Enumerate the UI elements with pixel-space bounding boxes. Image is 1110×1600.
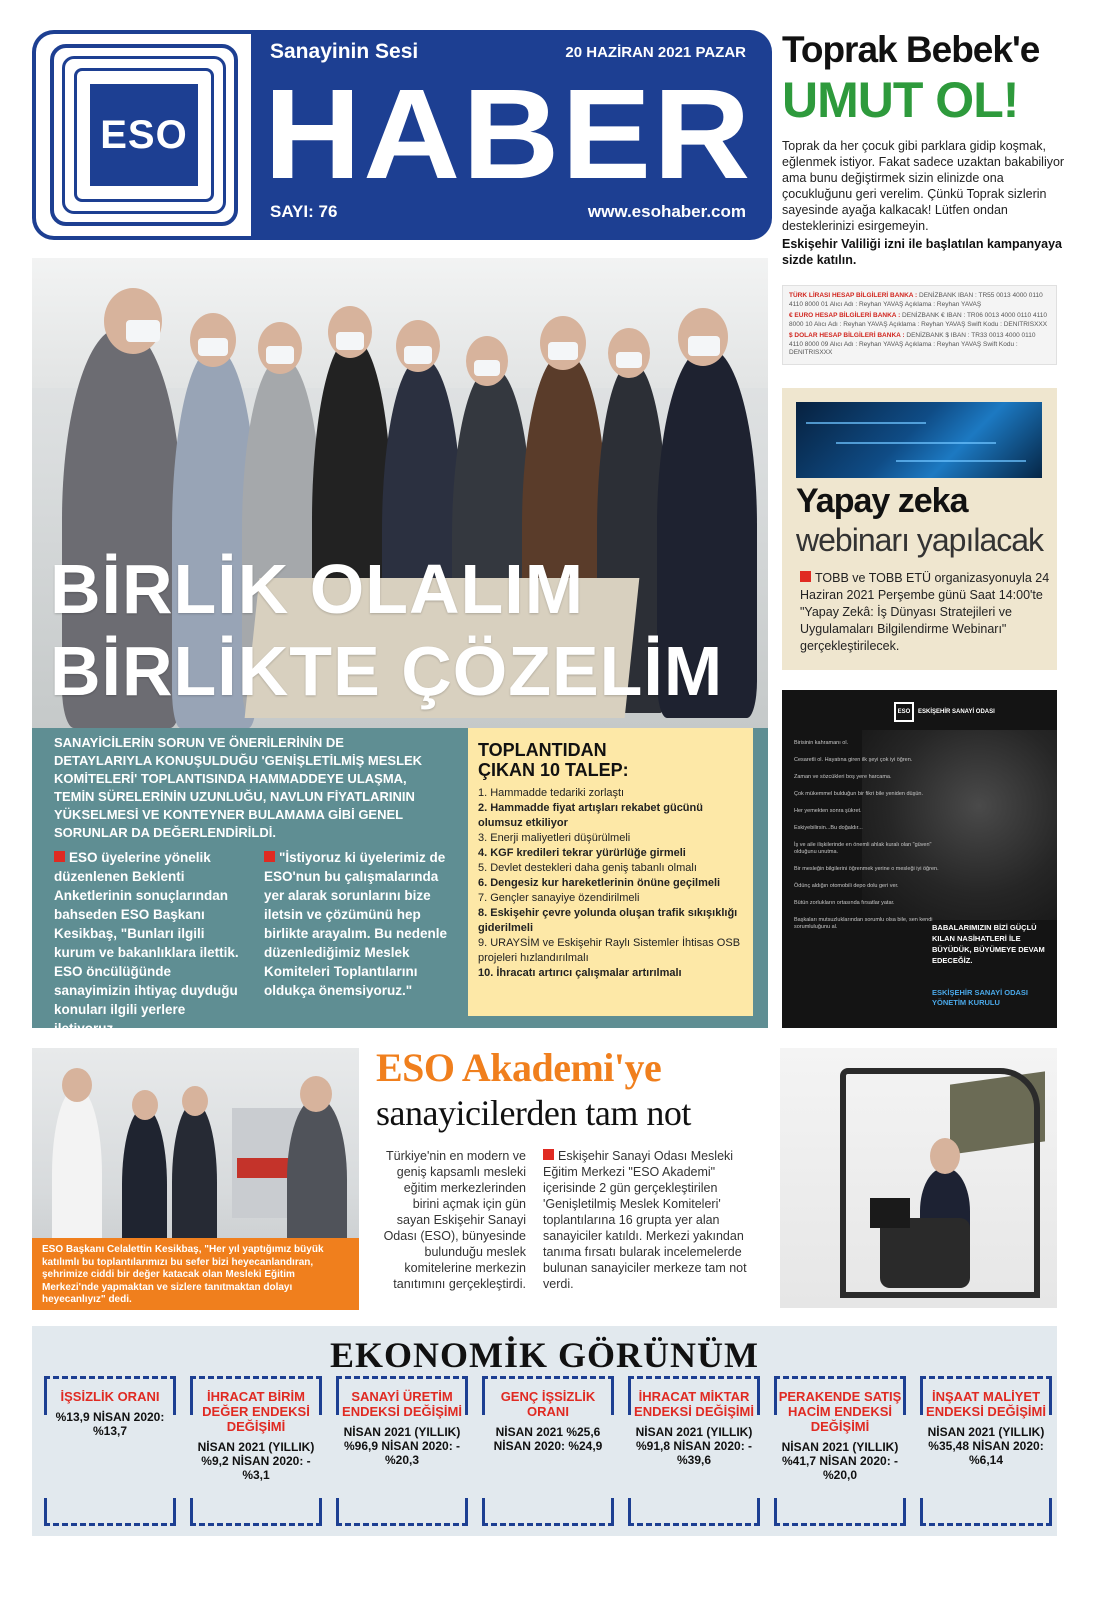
economic-card-title: İNŞAAT MALİYET ENDEKSİ DEĞİŞİMİ (926, 1389, 1046, 1419)
economic-card-value: %13,9 NİSAN 2020: %13,7 (55, 1410, 165, 1438)
economic-card-value: NİSAN 2021 %25,6 NİSAN 2020: %24,9 (493, 1425, 603, 1453)
main-story (32, 258, 768, 1036)
request-item: 8. Eskişehir çevre yolunda oluşan trafik sıkışıklığı giderilmeli (478, 907, 738, 934)
economic-card-title: İŞSİZLİK ORANI (60, 1389, 160, 1404)
eso-advertisement (782, 690, 1057, 1028)
main-column-1: ESO üyelerine yönelik düzenlenen Beklenti Anketlerinin sonuçlarından bahseden ESO Başkanı Kesikbaş, "Bunları ilgili kurum ve bakanlıklara ilettik. ESO öncülüğünde sanayimizin ihtiyaç duyduğu konuları ilgili yerlere iletiyoruz. (54, 850, 239, 1036)
economic-card (190, 1376, 322, 1526)
toprak-callout: Eskişehir Valiliği izni ile başlatılan kampanyaya sizde katılın. (782, 237, 1062, 267)
request-item: 5. Devlet destekleri daha geniş tabanlı olmalı (478, 862, 697, 874)
ad-advice-line: Ödünç aldığın otomobili depo dolu geri ver. (794, 883, 899, 889)
requests-title-2: ÇIKAN 10 TALEP: (478, 760, 629, 780)
requests-title: TOPLANTIDAN (478, 740, 607, 760)
akademi-subheadline: sanayicilerden tam not (376, 1093, 691, 1133)
economic-card-value: NİSAN 2021 (YILLIK) %35,48 NİSAN 2020: %6,14 (927, 1425, 1045, 1467)
iban-row: $ DOLAR HESAP BİLGİLERİ BANKA : DENİZBANK $ IBAN : TR33 0013 4000 0110 4110 8000 09 Alıcı Adı : Reyhan YAVAŞ Açıklama : Reyhan YAVAŞ Swift Kodu : DENITRISXXX (789, 332, 1036, 356)
request-item: 1. Hammadde tedariki zorlaştı (478, 787, 625, 799)
economic-card (482, 1376, 614, 1526)
toprak-headline-accent: UMUT OL! (782, 72, 1019, 128)
ad-slogan: BABALARIMIZIN BİZİ GÜÇLÜ KILAN NASİHATLERİ İLE BÜYÜDÜK, BÜYÜMEYE DEVAM EDECEĞİZ. (932, 923, 1045, 965)
ad-advice-line: Bütün zorlukların ortasında fırsatlar yatar. (794, 900, 895, 906)
request-item: 6. Dengesiz kur hareketlerinin önüne geçilmeli (478, 877, 721, 889)
yapay-zeka-article (782, 388, 1057, 670)
ad-advice-line: Zaman ve sözcükleri boş yere harcama. (794, 774, 892, 780)
request-item: 3. Enerji maliyetleri düşürülmeli (478, 832, 631, 844)
economic-card-title: İHRACAT BİRİM DEĞER ENDEKSİ DEĞİŞİMİ (202, 1389, 310, 1434)
economic-card-value: NİSAN 2021 (YILLIK) %9,2 NİSAN 2020: -%3,1 (197, 1440, 315, 1482)
economic-card (628, 1376, 760, 1526)
simulator-photo (780, 1048, 1057, 1308)
ad-advice-line: Eskiyebilirsin...Bu doğaldır... (794, 825, 863, 831)
issue-number: SAYI: 76 (270, 202, 338, 221)
ad-logo: ESO ESKİŞEHİR SANAYİ ODASI (894, 702, 995, 722)
request-item: 2. Hammadde fiyat artışları rekabet gücünü olumsuz etkiliyor (478, 802, 703, 829)
website-link[interactable]: www.esohaber.com (587, 202, 746, 221)
main-lead: SANAYİCİLERİN SORUN VE ÖNERİLERİNİN DE DETAYLARIYLA KONUŞULDUĞU 'GENİŞLETİLMİŞ MESLEK KOMİTELERİ' TOPLANTISINDA HAMMADDEYE ULAŞMA, TEMİN SÜRELERİNİN UZUNLUĞU, NAVLUN FİYATLARININ YÜKSELMESİ VE KONTEYNER BULAMAMA GİBİ GENEL SORUNLAR DA DEĞERLENDİRİLDİ. (54, 735, 423, 840)
request-item: 7. Gençler sanayiye özendirilmeli (478, 892, 640, 904)
toprak-body: Toprak da her çocuk gibi parklara gidip koşmak, eğlenmek istiyor. Fakat sadece uzaktan bakabiliyor ama bunu değiştirmek sizin elinizde ona çocukluğunu geri verelim. Çünkü Toprak sizlerin sayesinde ayağa kalkacak! Lütfen ondan desteklerinizi esirgemeyin. (782, 139, 1065, 233)
economic-card (336, 1376, 468, 1526)
ad-advice-line: Çok mükemmel bulduğun bir fikri bile yeniden düşün. (794, 791, 924, 797)
ad-advice-line: İş ve aile ilişkilerinde en önemli ahlak kuralı olan "güven" olduğunu unutma. (794, 842, 932, 855)
akademi-headline: ESO Akademi'ye (376, 1045, 662, 1090)
iban-box (782, 285, 1057, 365)
request-item: 10. İhracatı artırıcı çalışmalar artırılmalı (478, 967, 682, 979)
newspaper-title: HABER (264, 63, 753, 206)
economic-card-value: NİSAN 2021 (YILLIK) %41,7 NİSAN 2020: -%20,0 (781, 1440, 899, 1482)
main-column-2: "İstiyoruz ki üyelerimiz de ESO'nun bu çalışmalarında yer alarak sorunlarını bize iletsin ve çözümünü hep birlikte arayalım. Bu nedenle düzenlediğimiz Meslek Komiteleri Toplantılarını oldukça önemsiyoruz." (264, 850, 448, 998)
ai-image (796, 402, 1042, 478)
ad-advice-list (794, 740, 944, 941)
economic-card-title: SANAYİ ÜRETİM ENDEKSİ DEĞİŞİMİ (342, 1389, 462, 1419)
masthead (32, 30, 772, 240)
main-headline: BİRLİK OLALIM BİRLİKTE ÇÖZELİM (50, 550, 724, 710)
toprak-headline: Toprak Bebek'e (782, 29, 1040, 70)
issue-date: 20 HAZİRAN 2021 PAZAR (565, 44, 746, 61)
economic-card-title: GENÇ İŞSİZLİK ORANI (500, 1389, 596, 1419)
toprak-bebek-article (782, 28, 1082, 268)
eso-logo (36, 34, 251, 236)
logo-text: ESO (100, 112, 188, 157)
iban-row: € EURO HESAP BİLGİLERİ BANKA : DENİZBANK € IBAN : TR06 0013 4000 0110 4110 8000 10 Alıcı Adı : Reyhan YAVAŞ Açıklama : Reyhan YAVAŞ Swift Kodu : DENITRISXXX (789, 312, 1048, 328)
akademi-column-2: Eskişehir Sanayi Odası Mesleki Eğitim Merkezi "ESO Akademi" içerisinde 2 gün gerçekleştirilen 'Genişletilmiş Meslek Komiteleri' toplantılarına 16 grupta yer alan sanayiciler katıldı. Merkezi yakından tanıma fırsatı bularak incelemelerde bulunan sanayiciler merkeze tam not verdi. (543, 1149, 747, 1291)
akademi-photo-caption: ESO Başkanı Celalettin Kesikbaş, "Her yıl yaptığımız büyük katılımlı bu toplantılarımızı bu sefer bizi heyecanlandıran, şehrimize ciddi bir değer katacak olan Mesleki Eğitim Merkezi'nde yapmaktan ve sizlere tanıtmaktan dolayı heyecanlıyız" dedi. (32, 1238, 359, 1310)
ad-advice-line: Başkaları mutsuzluklarından sorumlu olsa bile, sen kendi sorumluluğunu al. (794, 917, 933, 930)
ad-signature: ESKİŞEHİR SANAYİ ODASI YÖNETİM KURULU (932, 988, 1028, 1007)
economic-title: EKONOMİK GÖRÜNÜM (330, 1335, 759, 1375)
iban-row: TÜRK LİRASI HESAP BİLGİLERİ BANKA : DENİZBANK IBAN : TR55 0013 4000 0110 4110 8000 01 Alıcı Adı : Reyhan YAVAŞ Açıklama : Reyhan YAVAŞ (789, 292, 1043, 308)
akademi-column-1: Türkiye'nin en modern ve geniş kapsamlı mesleki eğitim merkezlerinden birini açmak için gün sayan Eskişehir Sanayi Odası (ESO), bünyesinde bulunduğu meslek komitelerine merkezin tanıtımını gerçekleştirdi. (383, 1149, 526, 1291)
economic-card-title: İHRACAT MİKTAR ENDEKSİ DEĞİŞİMİ (634, 1389, 754, 1419)
masthead-subtitle: Sanayinin Sesi (270, 40, 419, 63)
economic-overview (32, 1326, 1057, 1536)
requests-box (468, 728, 753, 1016)
ad-advice-line: Her yemekten sonra şükret. (794, 808, 862, 814)
economic-card-value: NİSAN 2021 (YILLIK) %91,8 NİSAN 2020: -%39,6 (635, 1425, 753, 1467)
ad-advice-line: Bir mesleğin bilgilerini öğrenmek yerine o mesleği iyi öğren. (794, 866, 939, 872)
economic-card (920, 1376, 1052, 1526)
economic-card (774, 1376, 906, 1526)
economic-card-value: NİSAN 2021 (YILLIK) %96,9 NİSAN 2020: -%20,3 (343, 1425, 461, 1467)
yapay-zeka-headline: Yapay zeka (796, 482, 968, 520)
request-item: 4. KGF kredileri tekrar yürürlüğe girmeli (478, 847, 686, 859)
economic-card (44, 1376, 176, 1526)
ad-advice-line: Cesaretli ol. Hayatına giren ilk şeyi çok iyi öğren. (794, 757, 913, 763)
yapay-zeka-subheadline: webinarı yapılacak (796, 522, 1044, 558)
request-item: 9. URAYSİM ve Eskişehir Raylı Sistemler İhtisas OSB projeleri hızlandırılmalı (478, 937, 741, 964)
economic-card-title: PERAKENDE SATIŞ HACİM ENDEKSİ DEĞİŞİMİ (778, 1389, 902, 1434)
yapay-zeka-body: TOBB ve TOBB ETÜ organizasyonuyla 24 Haziran 2021 Perşembe günü Saat 14:00'te "Yapay Zekâ: İş Dünyası Stratejileri ve Uygulamaları Bilgilendirme Webinarı" gerçekleştirilecek. (800, 571, 1050, 653)
ad-advice-line: Birisinin kahramanı ol. (794, 740, 849, 746)
